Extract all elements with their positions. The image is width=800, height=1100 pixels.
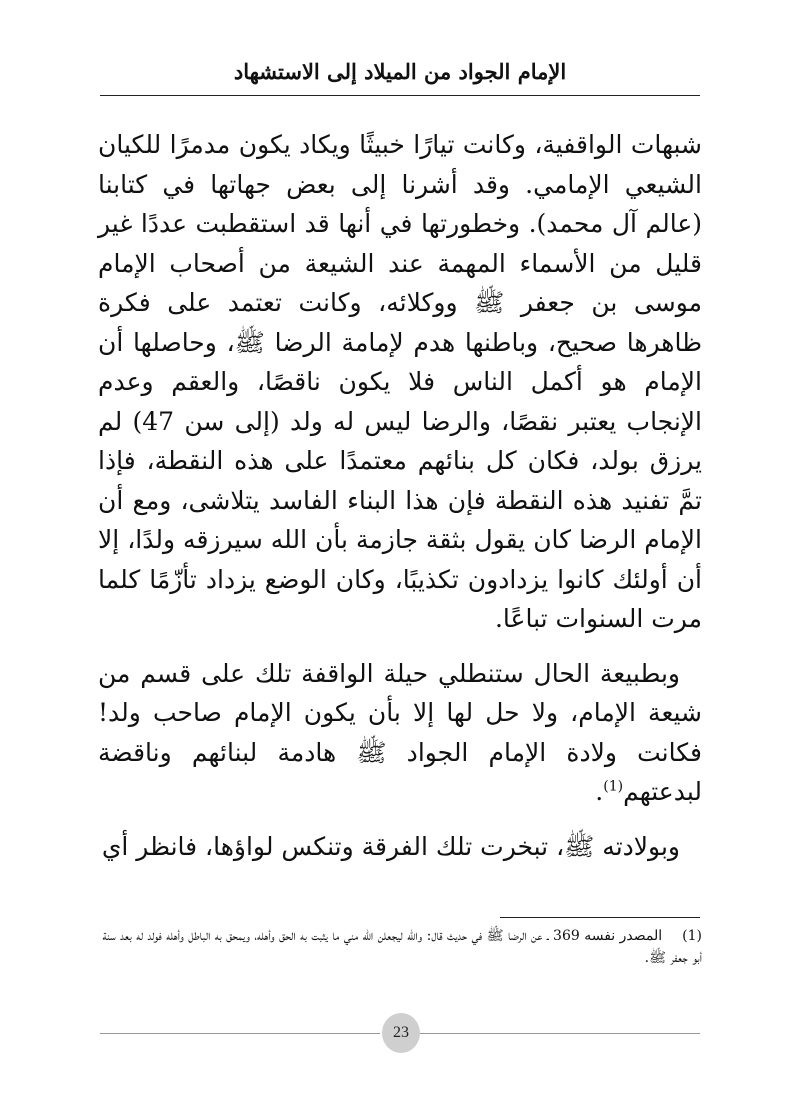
paragraph-2-text: وبطبيعة الحال ستنطلي حيلة الواقفة تلك على قسم من شيعة الإمام، ولا حل لها إلا بأن يكون الإمام صاحب ولد! فكانت ولادة الإمام الجواد ﷺ هادمة لبنائهم وناقضة لبدعتهم bbox=[98, 658, 702, 806]
paragraph-1: شبهات الواقفية، وكانت تيارًا خبيثًا ويكاد يكون مدمرًا للكيان الشيعي الإمامي. وقد أشرنا إلى بعض جهاتها في كتابنا (عالم آل محمد). وخطورتها في أنها قد استقطبت عددًا غير قليل من الأسماء المهمة عند الشيعة من أصحاب الإمام موسى بن جعفر ﷺ ووكلائه، وكانت تعتمد على فكرة ظاهرها صحيح، وباطنها هدم لإمامة الرضا ﷺ، وحاصلها أن الإمام هو أكمل الناس فلا يكون ناقصًا، والعقم وعدم الإنجاب يعتبر نقصًا، والرضا ليس له ولد (إلى سن 47) لم يرزق بولد، فكان كل بنائهم معتمدًا على هذه النقطة، فإذا تمَّ تفنيد هذه النقطة فإن هذا البناء الفاسد يتلاشى، ومع أن الإمام الرضا كان يقول بثقة جازمة بأن الله سيرزقه ولدًا، إلا أن أولئك كانوا يزدادون تكذيبًا، وكان الوضع يزداد تأزّمًا كلما مرت السنوات تباعًا. bbox=[98, 130, 702, 633]
running-header-title: الإمام الجواد من الميلاد إلى الاستشهاد bbox=[233, 59, 567, 84]
main-text bbox=[98, 125, 702, 881]
footer-divider-right bbox=[420, 1033, 700, 1034]
footnote bbox=[98, 925, 702, 969]
footnote-divider bbox=[500, 917, 700, 918]
page-number-badge: 23 bbox=[382, 1013, 420, 1053]
header-divider bbox=[100, 95, 700, 96]
footnote-text: المصدر نفسه 369 ـ عن الرضا ﷺ في حديث قال: والله ليجعلن الله مني ما يثبت به الحق وأهله، ويمحق به الباطل وأهله فولد له بعد سنة أبو جعفر ﷺ. bbox=[102, 928, 702, 966]
paragraph-2 bbox=[98, 654, 702, 812]
paragraph-3: وبولادته ﷺ، تبخرت تلك الفرقة وتنكس لواؤها، فانظر أي bbox=[101, 831, 680, 861]
footer-divider-left bbox=[100, 1033, 380, 1034]
paragraph-2-period: . bbox=[595, 777, 604, 806]
footnote-number: (1) bbox=[682, 928, 702, 944]
footnote-reference-marker: (1) bbox=[603, 778, 624, 795]
